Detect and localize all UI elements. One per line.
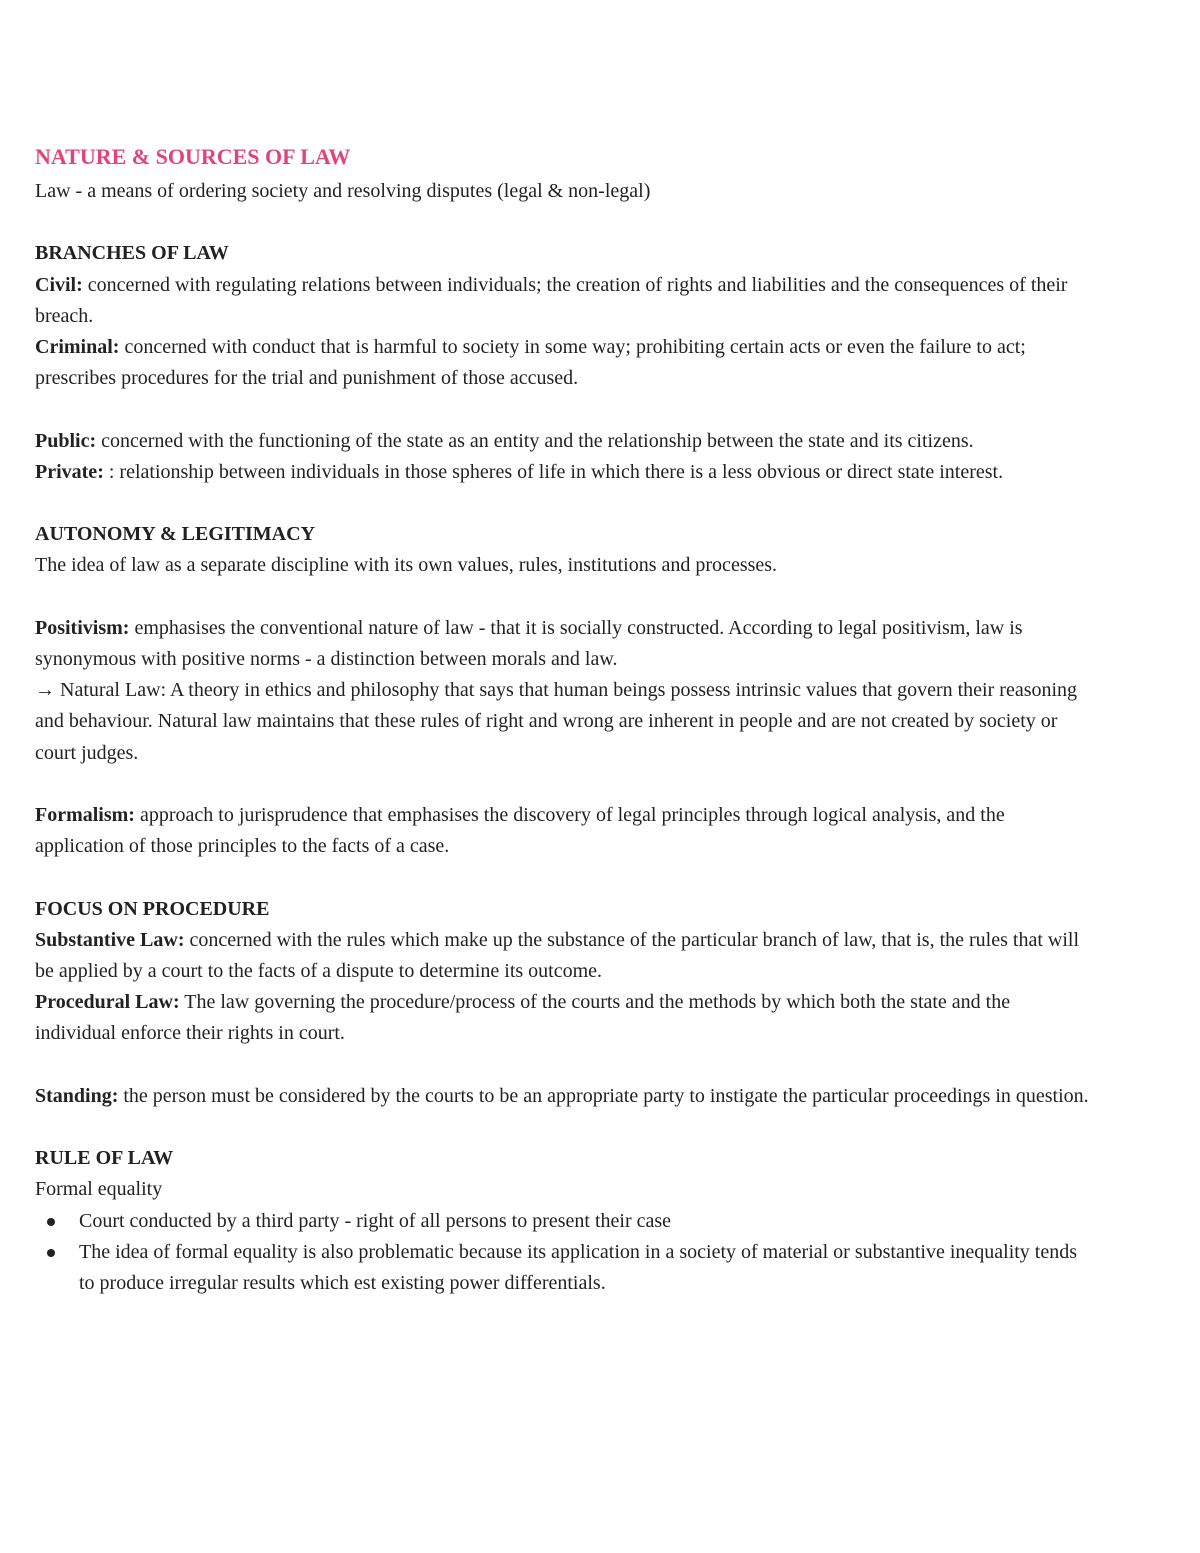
public-text: concerned with the functioning of the state as an entity and the relationship between the state and its citizens. — [96, 429, 974, 452]
list-item-text: Court conducted by a third party - right of all persons to present their case — [79, 1209, 672, 1232]
spacer — [35, 207, 1095, 238]
civil-term: Civil: — [35, 273, 83, 296]
spacer — [35, 1112, 1095, 1143]
formal-equality-subheading: Formal equality — [35, 1178, 163, 1201]
bullet-icon — [47, 1218, 55, 1226]
heading-rule-of-law: RULE OF LAW — [35, 1147, 174, 1170]
list-item-text: The idea of formal equality is also problematic because its application in a society of material or substantive inequality tends to produce irregular results which est existing power differentials. — [79, 1240, 1078, 1294]
private-term: Private: — [35, 460, 104, 483]
heading-autonomy-legitimacy: AUTONOMY & LEGITIMACY — [35, 523, 316, 546]
procedural-term: Procedural Law: — [35, 991, 180, 1014]
formalism-term: Formalism: — [35, 803, 135, 826]
civil-text: concerned with regulating relations between individuals; the creation of rights and liabilities and the consequences of their breach. — [35, 273, 1068, 327]
criminal-definition — [35, 332, 1095, 394]
formalism-text: approach to jurisprudence that emphasises the discovery of legal principles through logical analysis, and the application of those principles to the facts of a case. — [35, 803, 1005, 858]
spacer — [35, 1050, 1095, 1081]
heading-branches-of-law: BRANCHES OF LAW — [35, 242, 229, 265]
natural-law-note: → Natural Law: A theory in ethics and philosophy that says that human beings possess intrinsic values that govern their reasoning and behaviour. Natural law maintains that these rules of right and wrong are inherent in people and are not created by society or court judges. — [35, 679, 1078, 764]
document-page — [35, 138, 1095, 1299]
spacer — [35, 862, 1095, 893]
spacer — [35, 488, 1095, 519]
spacer — [35, 394, 1095, 425]
positivism-term: Positivism: — [35, 616, 130, 639]
document-title: NATURE & SOURCES OF LAW — [35, 144, 351, 169]
private-text: : relationship between individuals in those spheres of life in which there is a less obvious or direct state interest. — [103, 460, 1004, 483]
criminal-term: Criminal: — [35, 336, 120, 358]
spacer — [35, 582, 1095, 613]
procedural-text: The law governing the procedure/process of the courts and the methods by which both the state and the individual enforce their rights in court. — [35, 991, 1011, 1045]
substantive-text: concerned with the rules which make up the substance of the particular branch of law, that is, the rules that will be applied by a court to the facts of a dispute to determine its outcome. — [35, 928, 1080, 982]
private-definition — [35, 457, 1095, 488]
spacer — [35, 769, 1095, 800]
criminal-text: concerned with conduct that is harmful to society in some way; prohibiting certain acts or even the failure to act; prescribes procedures for the trial and punishment of those accused. — [35, 336, 1026, 390]
positivism-definition — [35, 613, 1095, 675]
heading-focus-on-procedure: FOCUS ON PROCEDURE — [35, 897, 270, 920]
procedural-definition — [35, 987, 1095, 1049]
public-definition — [35, 426, 1095, 457]
list-item — [35, 1237, 1095, 1299]
substantive-definition — [35, 925, 1095, 987]
autonomy-intro: The idea of law as a separate discipline with its own values, rules, institutions and processes. — [35, 554, 778, 577]
rule-of-law-list — [35, 1206, 1095, 1300]
standing-definition — [35, 1081, 1095, 1112]
intro-text: Law - a means of ordering society and resolving disputes (legal & non-legal) — [35, 180, 651, 202]
list-item — [35, 1206, 1095, 1237]
civil-definition — [35, 270, 1095, 332]
bullet-icon — [47, 1249, 55, 1257]
standing-term: Standing: — [35, 1084, 119, 1107]
positivism-text: emphasises the conventional nature of law - that it is socially constructed. According to legal positivism, law is synonymous with positive norms - a distinction between morals and law. — [35, 616, 1023, 670]
public-term: Public: — [35, 429, 97, 452]
substantive-term: Substantive Law: — [35, 928, 185, 951]
formalism-definition — [35, 800, 1095, 862]
standing-text: the person must be considered by the courts to be an appropriate party to instigate the particular proceedings in question. — [118, 1084, 1089, 1107]
